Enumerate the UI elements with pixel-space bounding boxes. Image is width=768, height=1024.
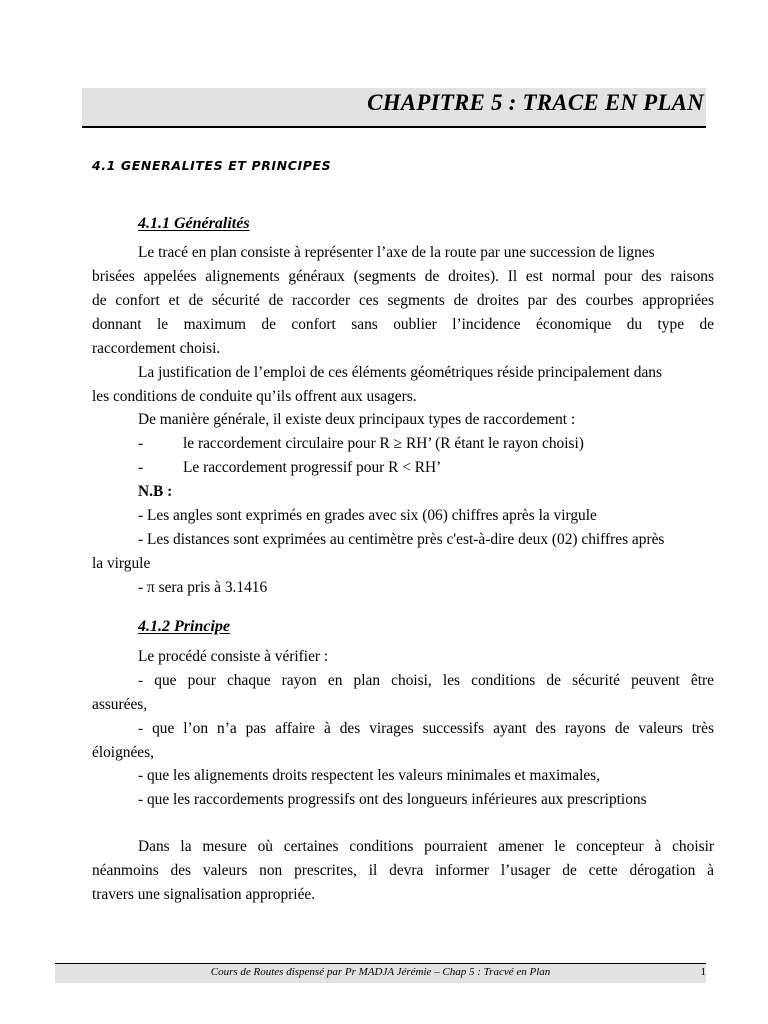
paragraph-line: Dans la mesure où certaines conditions pourraient amener le concepteur à choisir [138, 838, 714, 855]
paragraph-line: travers une signalisation appropriée. [92, 886, 316, 903]
subsection-heading-generalites: 4.1.1 Généralités [138, 215, 250, 232]
list-item: - que pour chaque rayon en plan choisi, les conditions de sécurité peuvent être [138, 672, 714, 689]
chapter-header [82, 88, 706, 128]
paragraph-line: de confort et de sécurité de raccorder ces segments de droites par des courbes appropriées [92, 292, 714, 309]
footer-text: Cours de Routes dispensé par Pr MADJA Jérémie – Chap 5 : Tracvé en Plan [210, 966, 551, 978]
list-item: - que les alignements droits respectent les valeurs minimales et maximales, [138, 767, 601, 784]
list-item: le raccordement circulaire pour R ≥ RH’ (R étant le rayon choisi) [183, 435, 584, 452]
paragraph-line: Le tracé en plan consiste à représenter l’axe de la route par une succession de lignes [138, 244, 655, 261]
paragraph-line: donnant le maximum de confort sans oublier l’incidence économique du type de [92, 316, 714, 333]
section-heading: 4.1 GENERALITES ET PRINCIPES [92, 158, 332, 173]
list-item: éloignées, [92, 744, 154, 761]
list-marker: - [138, 459, 144, 476]
page-number: 1 [700, 966, 706, 978]
nb-label: N.B : [138, 483, 173, 500]
chapter-title: CHAPITRE 5 : TRACE EN PLAN [367, 90, 704, 115]
list-item: assurées, [92, 696, 148, 713]
paragraph-line: La justification de l’emploi de ces éléments géométriques réside principalement dans [138, 364, 662, 381]
nb-line: la virgule [92, 555, 151, 572]
paragraph-line: raccordement choisi. [92, 340, 221, 357]
nb-line: - Les distances sont exprimées au centimètre près c'est-à-dire deux (02) chiffres après [138, 531, 665, 548]
nb-line: - Les angles sont exprimés en grades avec six (06) chiffres après la virgule [138, 507, 597, 524]
paragraph-line: brisées appelées alignements généraux (segments de droites). Il est normal pour des raisons [92, 268, 714, 285]
paragraph-line: De manière générale, il existe deux principaux types de raccordement : [138, 411, 576, 428]
paragraph-line: Le procédé consiste à vérifier : [138, 648, 329, 665]
page-footer [55, 963, 706, 983]
list-item: - que les raccordements progressifs ont des longueurs inférieures aux prescriptions [138, 791, 647, 808]
list-item: - que l’on n’a pas affaire à des virages successifs ayant des rayons de valeurs très [138, 720, 714, 737]
paragraph-line: les conditions de conduite qu’ils offrent aux usagers. [92, 388, 417, 405]
subsection-heading-principe: 4.1.2 Principe [138, 618, 230, 635]
list-marker: - [138, 435, 144, 452]
nb-line: - π sera pris à 3.1416 [138, 579, 268, 596]
list-item: Le raccordement progressif pour R < RH’ [183, 459, 442, 476]
paragraph-line: néanmoins des valeurs non prescrites, il devra informer l’usager de cette dérogation à [92, 862, 714, 879]
